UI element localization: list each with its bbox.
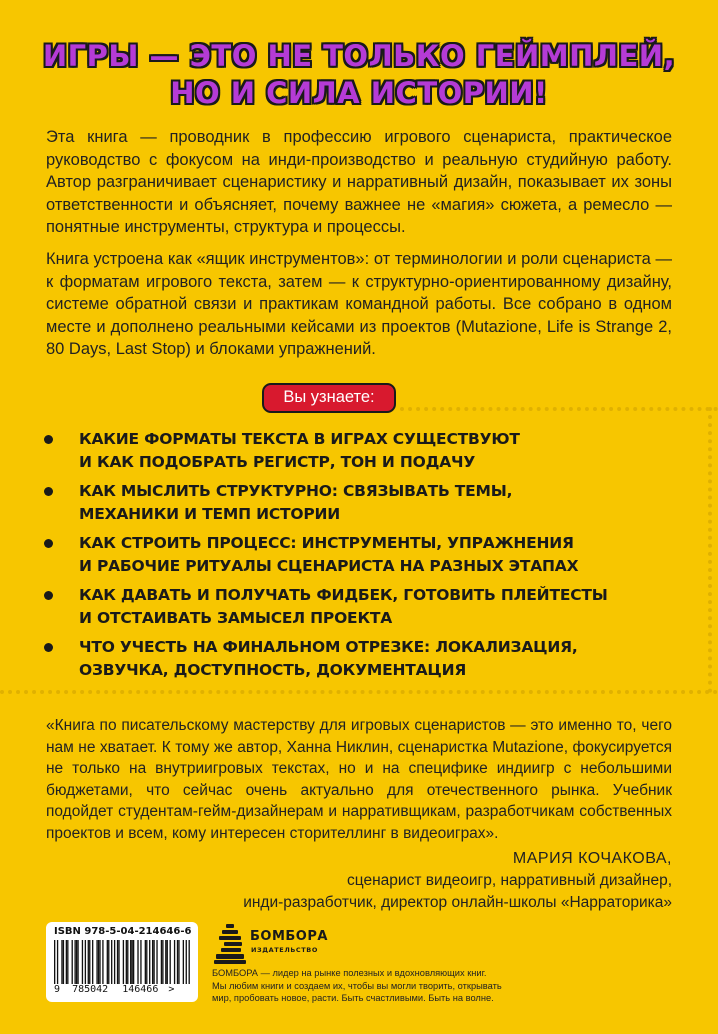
list-item-line: И КАК ПОДОБРАТЬ РЕГИСТР, ТОН И ПОДАЧУ <box>79 452 476 471</box>
author-role-1: сценарист видеоигр, нарративный дизайнер, <box>347 872 672 889</box>
review-quote: «Книга по писательскому мастерству для игровых сценаристов — это именно то, чего нам не хватает. К тому же автор, Ханна Никлин, сценаристка Mutazione, фокусируется не только на внутриигровых текстах, но и на специфике индиигр с небольшими бюджетами, что сейчас очень актуально для отечественного рынка. Учебник подойдет студентам-гейм-дизайнерам и нарративщикам, разработчикам собственных проектов и всем, кому интересен сторителлинг в видеоиграх». <box>46 717 672 842</box>
isbn-number: ISBN 978-5-04-214646-6 <box>54 926 192 937</box>
barcode-icon <box>54 940 190 984</box>
dotted-divider-right <box>708 407 712 693</box>
list-item-line: МЕХАНИКИ И ТЕМП ИСТОРИИ <box>79 504 341 523</box>
list-item-line: ЧТО УЧЕСТЬ НА ФИНАЛЬНОМ ОТРЕЗКЕ: ЛОКАЛИЗАЦИЯ, <box>79 638 578 656</box>
bullet-dot-icon <box>44 539 53 548</box>
bullet-dot-icon <box>44 435 53 444</box>
ean-first: 9 <box>54 984 61 995</box>
publisher-subtitle: ИЗДАТЕЛЬСТВО <box>251 946 318 954</box>
list-item <box>44 584 684 629</box>
ean-digits <box>54 984 190 996</box>
you-will-learn-badge: Вы узнаете: <box>262 383 396 413</box>
ean-left: 785042 <box>72 984 109 995</box>
publisher-line-3: мир, пробовать новое, расти. Быть счастливыми. Быть на волне. <box>212 993 494 1004</box>
learning-list <box>44 428 684 688</box>
author-name: МАРИЯ КОЧАКОВА, <box>512 850 672 867</box>
ean-right: 146466 <box>122 984 159 995</box>
author-role-2: инди-разработчик, директор онлайн-школы «Нарраторика» <box>243 894 672 911</box>
list-item-line: КАК МЫСЛИТЬ СТРУКТУРНО: СВЯЗЫВАТЬ ТЕМЫ, <box>79 482 513 500</box>
list-item <box>44 480 684 525</box>
list-item <box>44 636 684 681</box>
publisher-description <box>212 967 682 1005</box>
list-item <box>44 428 684 473</box>
intro-paragraph-2: Книга устроена как «ящик инструментов»: от терминологии и роли сценариста — к форматам игрового текста, затем — к структурно-ориентированному дизайну, системе обратной связи и практикам командной работы. Все собрано в одном месте и дополнено реальными кейсами из проектов (Mutazione, Life is Strange 2, 80 Days, Last Stop) и блоками упражнений. <box>46 249 672 359</box>
headline <box>0 38 718 112</box>
headline-line-1: ИГРЫ — ЭТО НЕ ТОЛЬКО ГЕЙМПЛЕЙ, <box>42 39 676 73</box>
list-item-line: И ОТСТАИВАТЬ ЗАМЫСЕЛ ПРОЕКТА <box>79 608 393 627</box>
list-item-line: И РАБОЧИЕ РИТУАЛЫ СЦЕНАРИСТА НА РАЗНЫХ ЭТАПАХ <box>79 556 579 575</box>
dotted-divider-top <box>400 407 718 411</box>
barcode-panel <box>46 922 198 1002</box>
headline-line-2: НО И СИЛА ИСТОРИИ! <box>170 76 548 110</box>
bullet-dot-icon <box>44 643 53 652</box>
bullet-dot-icon <box>44 487 53 496</box>
publisher-name: БОМБОРА <box>250 929 328 944</box>
dotted-divider-bottom <box>0 690 718 694</box>
list-item-line: КАК ДАВАТЬ И ПОЛУЧАТЬ ФИДБЕК, ГОТОВИТЬ ПЛЕЙТЕСТЫ <box>79 586 608 604</box>
ean-end: > <box>168 984 175 995</box>
publisher-line-2: Мы любим книги и создаем их, чтобы вы могли творить, открывать <box>212 980 502 991</box>
bullet-dot-icon <box>44 591 53 600</box>
publisher-line-1: БОМБОРА — лидер на рынке полезных и вдохновляющих книг. <box>212 968 487 978</box>
list-item-line: КАК СТРОИТЬ ПРОЦЕСС: ИНСТРУМЕНТЫ, УПРАЖНЕНИЯ <box>79 534 574 552</box>
list-item-line: ОЗВУЧКА, ДОСТУПНОСТЬ, ДОКУМЕНТАЦИЯ <box>79 660 467 679</box>
intro-text <box>46 126 672 370</box>
list-item-line: КАКИЕ ФОРМАТЫ ТЕКСТА В ИГРАХ СУЩЕСТВУЮТ <box>79 430 520 448</box>
list-item <box>44 532 684 577</box>
intro-paragraph-1: Эта книга — проводник в профессию игрового сценариста, практическое руководство с фокусом на инди-производство и реальную студийную работу. Автор разграничивает сценаристику и нарративный дизайн, показывает их зоны ответственности и объясняет, почему важнее не «магия» сюжета, а ремесло — понятные инструменты, структура и процессы. <box>46 128 672 237</box>
quote-author <box>172 848 672 914</box>
